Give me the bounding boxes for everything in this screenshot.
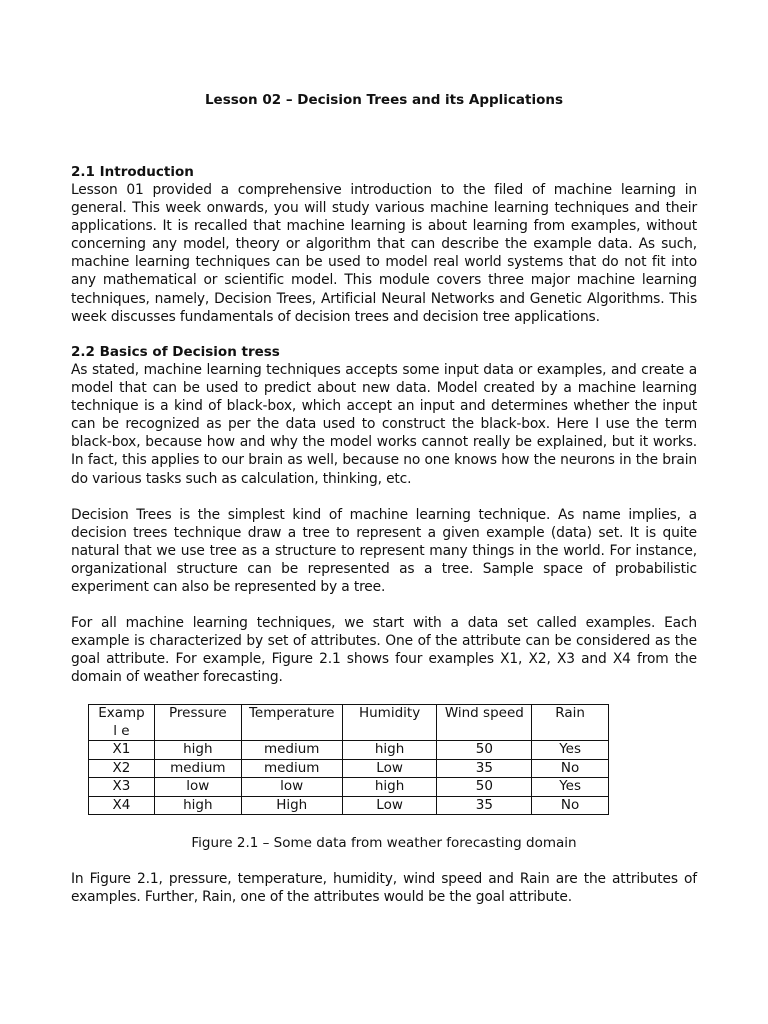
- figure-caption: Figure 2.1 – Some data from weather forecasting domain: [191, 835, 577, 851]
- table-cell: No: [532, 759, 609, 778]
- header-cell-example: [89, 705, 155, 741]
- table-cell: X1: [89, 741, 155, 760]
- table-cell: medium: [241, 741, 342, 760]
- weather-data-table: [88, 704, 609, 815]
- table-cell: high: [154, 741, 241, 760]
- table-cell: No: [532, 796, 609, 815]
- table-cell: Yes: [532, 778, 609, 797]
- table-cell: high: [154, 796, 241, 815]
- table-cell: X4: [89, 796, 155, 815]
- table-cell: X3: [89, 778, 155, 797]
- basics-paragraph-3: For all machine learning techniques, we start with a data set called examples. Each example is characterized by set of attributes. One of the attribute can be considered as the goal attribute. For example, Figure 2.1 shows four examples X1, X2, X3 and X4 from the domain of weather forecasting.: [71, 615, 697, 686]
- table-row: [89, 796, 609, 815]
- basics-paragraph-2: Decision Trees is the simplest kind of machine learning technique. As name implies, a decision trees technique draw a tree to represent a given example (data) set. It is quite natural that we use tree as a structure to represent many things in the world. For instance, organizational structure can be represented as a tree. Sample space of probabilistic experiment can also be represented by a tree.: [71, 507, 697, 596]
- table-cell: high: [342, 741, 437, 760]
- table-cell: Yes: [532, 741, 609, 760]
- section-heading-introduction: 2.1 Introduction: [71, 164, 194, 180]
- table-cell: 35: [437, 796, 532, 815]
- table-cell: low: [241, 778, 342, 797]
- table-cell: medium: [154, 759, 241, 778]
- header-cell-temperature: Temperature: [241, 705, 342, 741]
- table-row: [89, 778, 609, 797]
- table-cell: High: [241, 796, 342, 815]
- table-row: [89, 759, 609, 778]
- closing-paragraph: In Figure 2.1, pressure, temperature, humidity, wind speed and Rain are the attributes of examples. Further, Rain, one of the attributes would be the goal attribute.: [71, 871, 697, 906]
- introduction-paragraph: Lesson 01 provided a comprehensive introduction to the filed of machine learning in general. This week onwards, you will study various machine learning techniques and their applications. It is recalled that machine learning is about learning from examples, without concerning any model, theory or algorithm that can describe the example data. As such, machine learning techniques can be used to model real world systems that do not fit into any mathematical or scientific model. This module covers three major machine learning techniques, namely, Decision Trees, Artificial Neural Networks and Genetic Algorithms. This week discusses fundamentals of decision trees and decision tree applications.: [71, 182, 697, 325]
- table-cell: 50: [437, 741, 532, 760]
- header-cell-humidity: Humidity: [342, 705, 437, 741]
- table-cell: 50: [437, 778, 532, 797]
- header-cell-rain: Rain: [532, 705, 609, 741]
- basics-paragraph-1: As stated, machine learning techniques accepts some input data or examples, and create a model that can be used to predict about new data. Model created by a machine learning technique is a kind of black-box, which accept an input and determines whether the input can be recognized as per the data used to construct the black-box. Here I use the term black-box, because how and why the model works cannot really be explained, but it works. In fact, this applies to our brain as well, because no one knows how the neurons in the brain do various tasks such as calculation, thinking, etc.: [71, 362, 697, 487]
- table-row: [89, 741, 609, 760]
- table-cell: Low: [342, 759, 437, 778]
- section-heading-basics: 2.2 Basics of Decision tress: [71, 344, 280, 360]
- table-cell: low: [154, 778, 241, 797]
- header-cell-example-text: Exampl e: [98, 705, 145, 739]
- table-cell: Low: [342, 796, 437, 815]
- lesson-title: Lesson 02 – Decision Trees and its Applications: [204, 92, 564, 108]
- table-cell: medium: [241, 759, 342, 778]
- table-cell: X2: [89, 759, 155, 778]
- header-cell-pressure: Pressure: [154, 705, 241, 741]
- header-cell-wind-speed: Wind speed: [437, 705, 532, 741]
- table-header-row: [89, 705, 609, 741]
- table-cell: high: [342, 778, 437, 797]
- table-cell: 35: [437, 759, 532, 778]
